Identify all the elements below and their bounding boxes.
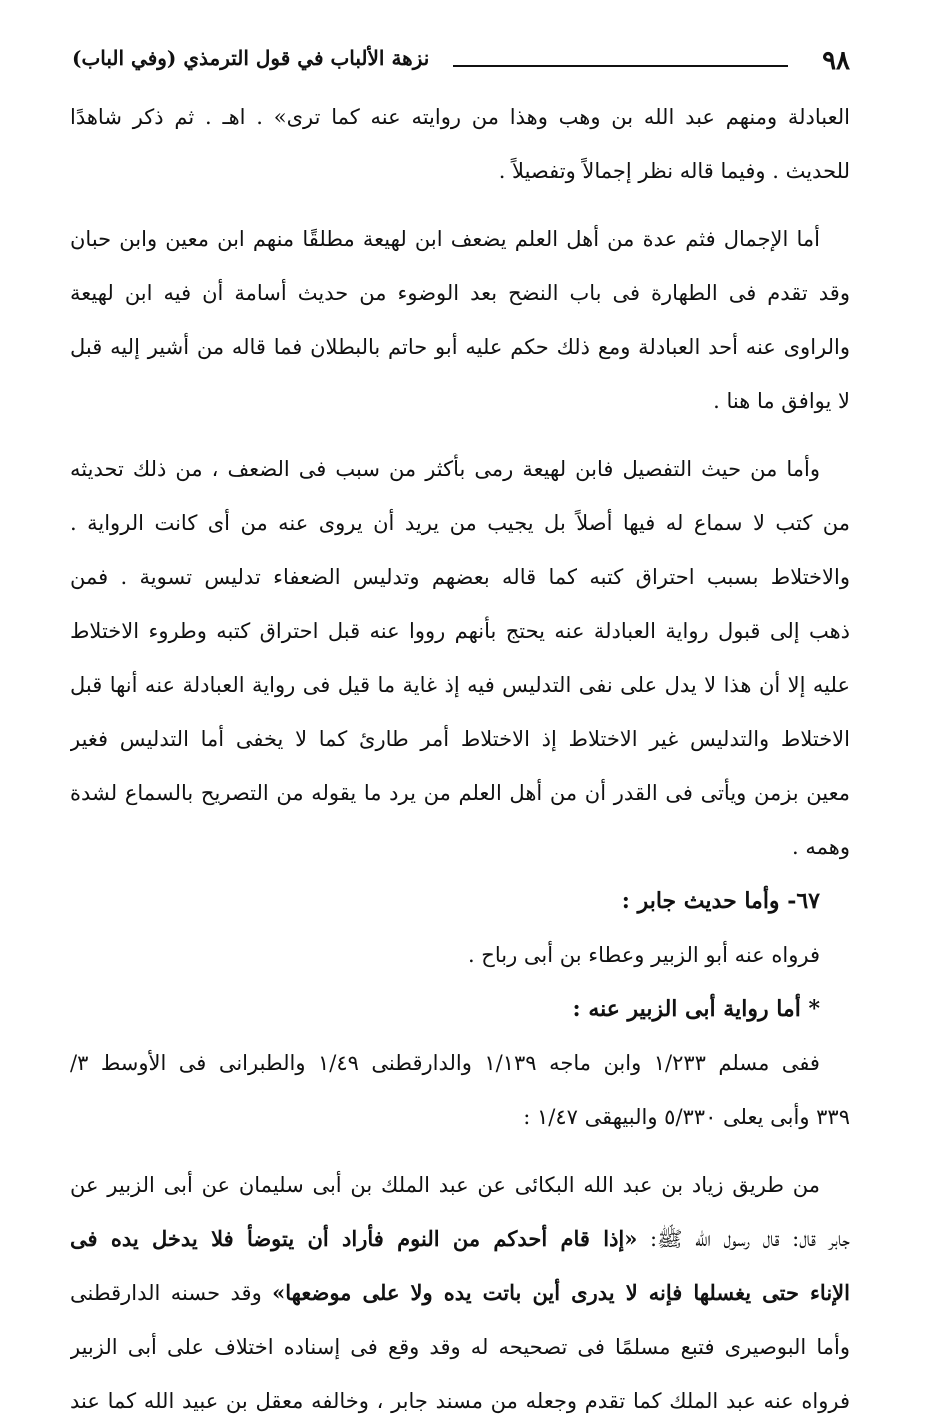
- text-line: والراوى عنه أحد العبادلة ومع ذلك حكم عليه أبو حاتم بالبطلان فما قاله من أشير إليه قبل: [70, 335, 850, 359]
- text-segment: وقد حسنه الدارقطنى: [70, 1281, 273, 1305]
- text-line: العبادلة ومنهم عبد الله بن وهب وهذا من روايته عنه كما ترى» . اهـ . ثم ذكر شاهدًا: [70, 105, 850, 129]
- text-line: للحديث . وفيما قاله نظر إجمالاً وتفصيلاً .: [498, 159, 850, 183]
- text-line: والاختلاط بسبب احتراق كتبه كما قاله بعضهم وتدليس الضعفاء تدليس تسوية . فمن: [70, 565, 850, 589]
- paragraph-3: [70, 442, 850, 874]
- text-line: وأما البوصيرى فتبع مسلمًا فى تصحيحه له وقد وقع فى إسناده اختلاف على أبى الزبير: [70, 1335, 850, 1359]
- text-line: وأما من حيث التفصيل فابن لهيعة رمى بأكثر من سبب فى الضعف ، من ذلك تحديثه: [70, 457, 820, 481]
- paragraph-gap: [70, 428, 850, 442]
- subsection-heading: * أما رواية أبى الزبير عنه :: [572, 996, 820, 1022]
- section-heading: ٦٧- وأما حديث جابر :: [621, 888, 820, 914]
- text-segment: جابر قال: قال رسول الله ﷺ:: [637, 1227, 850, 1251]
- text-line: [70, 1212, 850, 1266]
- text-line: أما الإجمال فثم عدة من أهل العلم يضعف ابن لهيعة مطلقًا منهم ابن معين وابن حبان: [70, 227, 820, 251]
- text-line: وهمه .: [792, 835, 850, 859]
- text-line: الاختلاط والتدليس غير الاختلاط إذ الاختلاط أمر طارئ كما لا يخفى أما التدليس فغير: [70, 727, 850, 751]
- paragraph-gap: [70, 198, 850, 212]
- hadith-section: [70, 874, 850, 1144]
- text-line: من كتب لا سماع له فيها أصلاً بل يجيب من يريد أن يروى عنه من أى كانت الرواية .: [70, 511, 850, 535]
- page-number: ٩٨: [822, 46, 850, 76]
- text-line: ذهب إلى قبول رواية العبادلة عنه يحتج بأنهم رووا عنه قبل احتراق كتبه وطروء الاختلاط: [70, 619, 850, 643]
- paragraph-gap: [70, 1144, 850, 1158]
- text-line: فرواه عنه أبو الزبير وعطاء بن أبى رباح .: [467, 943, 820, 967]
- book-page: [70, 40, 850, 1428]
- hadith-quote: الإناء حتى يغسلها فإنه لا يدرى أين باتت يده ولا على موضعها»: [272, 1280, 850, 1305]
- text-line: ففى مسلم ١/٢٣٣ وابن ماجه ١/١٣٩ والدارقطنى ١/٤٩ والطبرانى فى الأوسط ٣/: [70, 1051, 820, 1075]
- paragraph-1: [70, 90, 850, 198]
- paragraph-2: [70, 212, 850, 428]
- text-line: من طريق زياد بن عبد الله البكائى عن عبد الملك بن أبى سليمان عن أبى الزبير عن: [70, 1173, 820, 1197]
- text-line: [70, 1266, 850, 1320]
- running-title: نزهة الألباب في قول الترمذي (وفي الباب): [72, 46, 430, 70]
- page-header: [70, 40, 850, 90]
- text-line: ٣٣٩ وأبى يعلى ٥/٣٣٠ والبيهقى ١/٤٧ :: [523, 1105, 850, 1129]
- paragraph-4: [70, 1158, 850, 1428]
- header-rule: [453, 65, 788, 67]
- text-line: فرواه عنه عبد الملك كما تقدم وجعله من مسند جابر ، وخالفه معقل بن عبيد الله كما عند: [70, 1389, 850, 1413]
- text-line: وقد تقدم فى الطهارة فى باب النضح بعد الوضوء من حديث أسامة أن فيه ابن لهيعة: [70, 281, 850, 305]
- text-line: لا يوافق ما هنا .: [713, 389, 850, 413]
- hadith-quote: «إذا قام أحدكم من النوم فأراد أن يتوضأ فلا يدخل يده فى: [70, 1226, 638, 1251]
- text-line: عليه إلا أن هذا لا يدل على نفى التدليس فيه إذ غاية ما قيل فى رواية العبادلة عنه أنها قبل: [70, 673, 850, 697]
- text-line: معين بزمن ويأتى فى القدر أن من أهل العلم من يرد ما يقوله من التصريح بالسماع لشدة: [70, 781, 850, 805]
